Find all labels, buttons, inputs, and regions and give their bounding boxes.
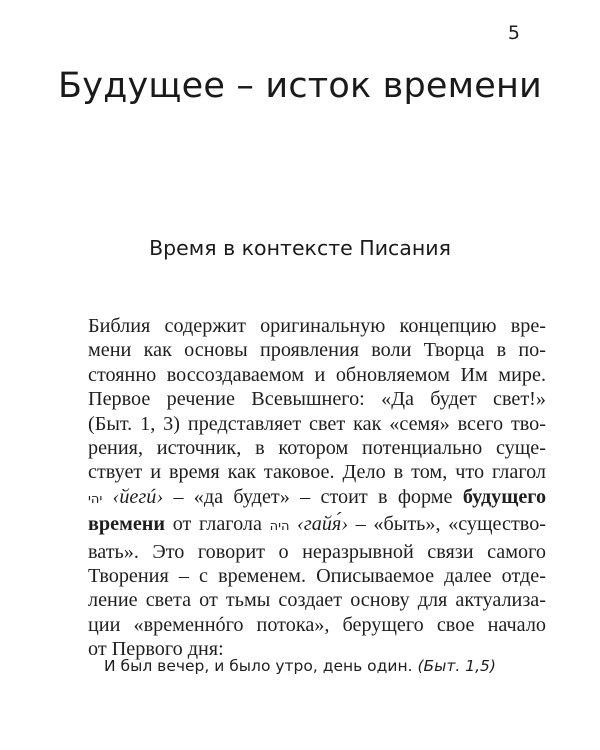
body-line: ствует и время как таковое. Дело в том, что глагол bbox=[88, 461, 546, 484]
chapter-title: Будущее – исток времени bbox=[57, 66, 543, 106]
body-line: мени как основы проявления воли Творца в по- bbox=[88, 339, 546, 362]
hebrew-word: היה bbox=[269, 519, 290, 535]
body-line: вать». Это говорит о неразрывной связи самого bbox=[88, 540, 546, 563]
quote-reference: (Быт. 1,5) bbox=[417, 657, 496, 675]
hebrew-word: יהי bbox=[88, 491, 103, 507]
page-number: 5 bbox=[507, 22, 520, 44]
body-line: (Быт. 1, 3) представляет свет как «семя» всего тво- bbox=[88, 412, 546, 435]
bold-term: будущего bbox=[462, 485, 547, 508]
body-line: от Первого дня: bbox=[88, 638, 224, 661]
body-line: ление света от тьмы создает основу для актуализа- bbox=[88, 589, 546, 612]
body-line: Творения – с временем. Описываемое далее отде- bbox=[88, 565, 546, 588]
body-line bbox=[88, 512, 546, 539]
body-text-segment: – «да будет» – стоит в форме bbox=[173, 485, 453, 508]
body-line: стоянно воссоздаваемом и обновляемом Им мире. bbox=[88, 363, 546, 386]
transliteration: ‹гайя́› bbox=[297, 513, 349, 536]
body-line bbox=[88, 485, 546, 512]
body-line: Первое речение Всевышнего: «Да будет свет!» bbox=[88, 388, 546, 411]
scripture-quote bbox=[0, 657, 600, 675]
bold-term: времени bbox=[88, 513, 166, 536]
body-line: Библия содержит оригинальную концепцию вре- bbox=[88, 315, 546, 337]
quote-text: И был вечер, и было утро, день один. bbox=[104, 657, 413, 675]
body-paragraph bbox=[88, 314, 546, 662]
section-title: Время в контексте Писания bbox=[149, 236, 451, 260]
transliteration: ‹йегú› bbox=[112, 485, 164, 508]
body-line: рения, источник, в котором потенциально суще- bbox=[88, 437, 546, 460]
body-line: ции «временнóго потока», берущего свое начало bbox=[88, 613, 546, 636]
body-text-segment: – «быть», «существо- bbox=[355, 513, 547, 536]
body-text-segment: от глагола bbox=[172, 513, 262, 536]
